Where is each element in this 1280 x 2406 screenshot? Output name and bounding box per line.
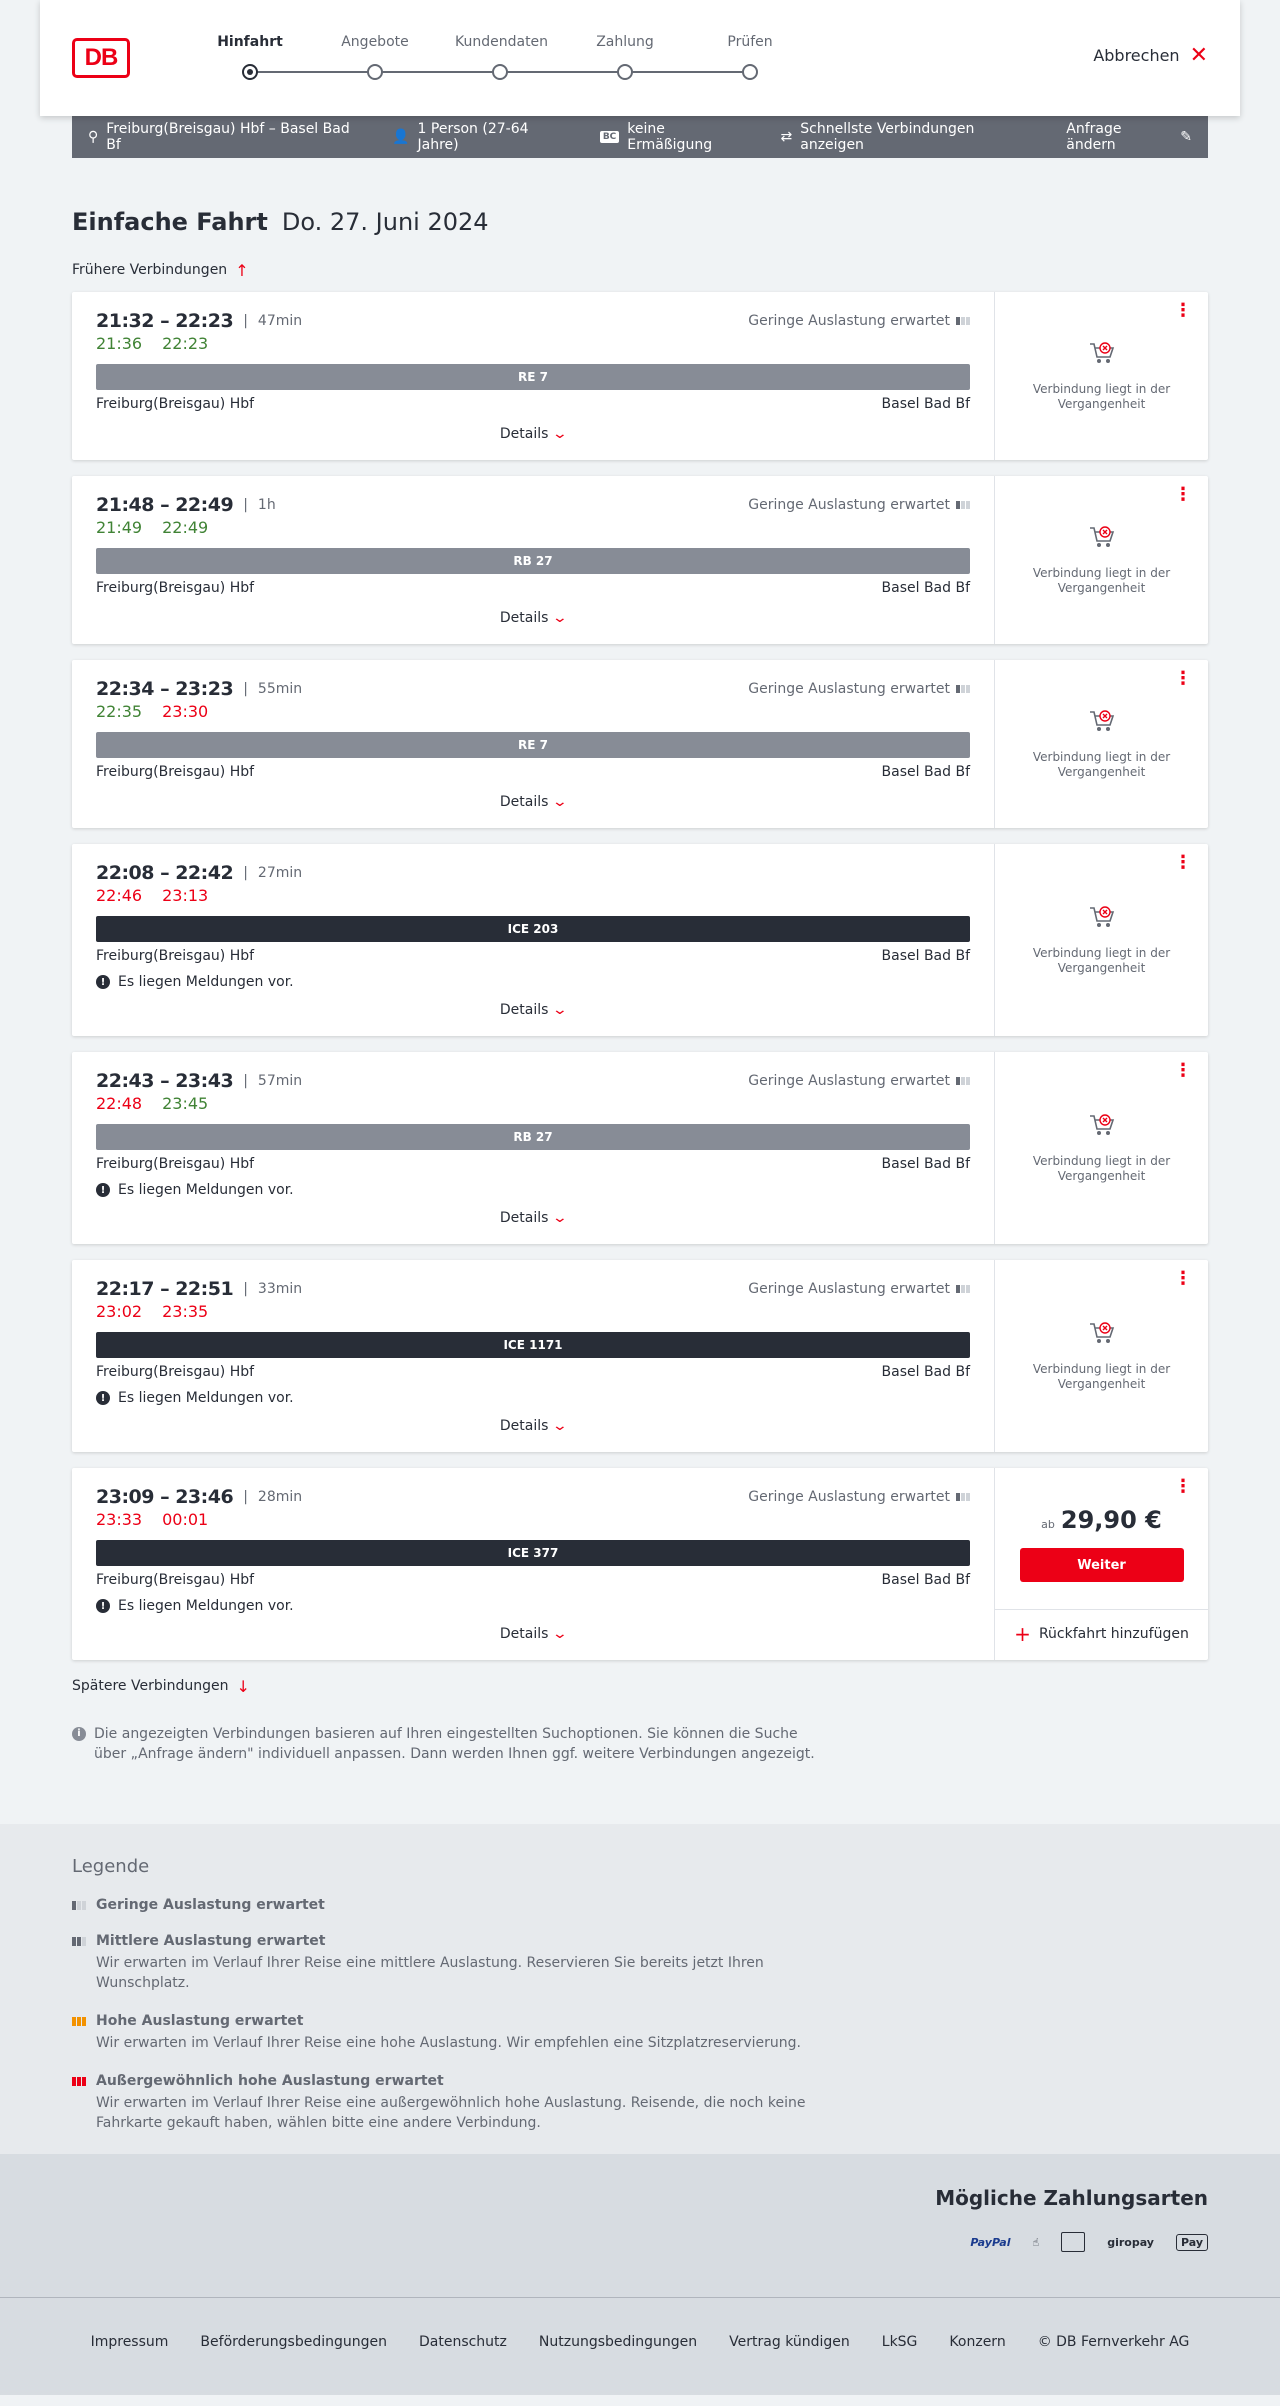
realtime-departure: 21:49 — [96, 518, 143, 537]
connection-list — [72, 292, 1208, 1660]
occupancy-low-icon — [956, 1493, 970, 1501]
cart-unavailable-icon — [1088, 1320, 1116, 1346]
realtime-departure: 23:02 — [96, 1302, 143, 1321]
chevron-down-icon: ⌄ — [552, 1210, 569, 1226]
giropay-icon: giropay — [1107, 2235, 1154, 2249]
summary-discount — [600, 121, 751, 153]
footer-link[interactable]: Beförderungsbedingungen — [200, 2334, 387, 2350]
train-bar[interactable] — [96, 916, 970, 942]
continue-button[interactable]: Weiter — [1020, 1548, 1184, 1582]
duration: 33min — [257, 1281, 303, 1297]
occupancy-text: Geringe Auslastung erwartet — [748, 1073, 950, 1089]
footer-link[interactable]: Vertrag kündigen — [729, 2334, 850, 2350]
trip-type-title: Einfache Fahrt — [72, 208, 268, 236]
db-logo[interactable]: DB — [72, 38, 130, 78]
departure-station: Freiburg(Breisgau) Hbf — [96, 948, 255, 964]
more-options-icon[interactable]: ⋮ — [1174, 484, 1192, 505]
duration: 1h — [257, 497, 276, 513]
step-label: Kundendaten — [455, 34, 549, 50]
departure-station: Freiburg(Breisgau) Hbf — [96, 1156, 255, 1172]
duration: 28min — [257, 1489, 303, 1505]
realtime-departure: 23:33 — [96, 1510, 143, 1529]
train-name: ICE 377 — [507, 1546, 559, 1560]
step-dot — [617, 64, 633, 80]
offer-panel — [994, 844, 1208, 1036]
legend-section — [0, 1824, 1280, 2154]
discount-text: keine Ermäßigung — [627, 121, 713, 153]
disruption-message[interactable] — [96, 1180, 970, 1200]
duration: 55min — [257, 681, 303, 697]
occupancy-high-icon — [72, 2017, 86, 2026]
step-dot — [492, 64, 508, 80]
realtime-times — [96, 1510, 970, 1532]
details-toggle[interactable] — [96, 794, 970, 814]
occupancy-text: Geringe Auslastung erwartet — [748, 1489, 950, 1505]
alert-icon: ! — [96, 975, 110, 989]
details-toggle[interactable] — [96, 426, 970, 446]
occupancy-info — [748, 1489, 970, 1505]
realtime-arrival: 22:23 — [162, 334, 209, 353]
separator: | — [243, 865, 248, 881]
details-label: Details — [499, 1210, 549, 1226]
step-zahlung — [580, 34, 670, 54]
chevron-down-icon: ⌄ — [552, 794, 569, 810]
disruption-message[interactable] — [96, 1596, 970, 1616]
connection-card[interactable] — [72, 1052, 1208, 1244]
more-options-icon[interactable]: ⋮ — [1174, 1060, 1192, 1081]
more-options-icon[interactable]: ⋮ — [1174, 852, 1192, 873]
location-pin-icon: ⚲ — [88, 129, 99, 145]
train-name: ICE 203 — [507, 922, 559, 936]
details-toggle[interactable] — [96, 1002, 970, 1022]
footer-link[interactable]: LkSG — [881, 2334, 918, 2350]
more-options-icon[interactable]: ⋮ — [1174, 668, 1192, 689]
step-kundendaten — [455, 34, 549, 54]
chevron-down-icon: ⌄ — [552, 426, 569, 442]
offer-panel — [994, 292, 1208, 460]
realtime-departure: 21:36 — [96, 334, 143, 353]
separator: | — [243, 313, 248, 329]
details-toggle[interactable] — [96, 610, 970, 630]
realtime-departure: 22:48 — [96, 1094, 143, 1113]
realtime-times — [96, 1302, 970, 1324]
summary-route — [88, 121, 362, 153]
occupancy-extreme-icon — [72, 2077, 86, 2086]
occupancy-low-icon — [956, 317, 970, 325]
more-options-icon[interactable]: ⋮ — [1174, 1476, 1192, 1497]
realtime-arrival: 23:30 — [162, 702, 209, 721]
separator: | — [243, 1281, 248, 1297]
departure-station: Freiburg(Breisgau) Hbf — [96, 580, 255, 596]
legend-item-desc: Wir erwarten im Verlauf Ihrer Reise eine hohe Auslastung. Wir empfehlen eine Sitzplatzreservierung. — [96, 2035, 801, 2051]
duration: 27min — [257, 865, 303, 881]
details-toggle[interactable] — [96, 1210, 970, 1230]
step-label: Zahlung — [596, 34, 654, 50]
legend-item-high — [72, 2013, 1208, 2053]
step-dot-active — [242, 64, 258, 80]
realtime-arrival: 00:01 — [162, 1510, 209, 1529]
train-bar[interactable] — [96, 548, 970, 574]
occupancy-text: Geringe Auslastung erwartet — [748, 313, 950, 329]
details-label: Details — [499, 1626, 549, 1642]
train-name: RE 7 — [518, 370, 548, 384]
step-label: Prüfen — [727, 34, 773, 50]
option-text: Schnellste Verbindungen anzeigen — [800, 121, 975, 153]
realtime-departure: 22:35 — [96, 702, 143, 721]
info-icon: i — [72, 1727, 86, 1741]
bahncard-icon: BC — [600, 131, 619, 143]
booking-header — [40, 0, 1240, 116]
return-label: Rückfahrt hinzufügen — [1038, 1625, 1189, 1642]
arrival-station: Basel Bad Bf — [881, 1572, 970, 1588]
legend-item-title: Geringe Auslastung erwartet — [96, 1897, 325, 1913]
realtime-arrival: 23:13 — [162, 886, 209, 905]
connection-card[interactable] — [72, 476, 1208, 644]
past-text: Verbindung liegt in der Vergangenheit — [1032, 1154, 1171, 1183]
info-text: Die angezeigten Verbindungen basieren auf Ihren eingestellten Suchoptionen. Sie können die Suche über „Anfrage ändern" individuell anpassen. Dann werden Ihnen ggf. weitere Verbindungen angezeigt. — [94, 1726, 815, 1762]
connection-card[interactable] — [72, 292, 1208, 460]
close-icon: ✕ — [1189, 42, 1208, 68]
legend-item-medium — [72, 1933, 1208, 1993]
page-title — [72, 208, 1208, 236]
legend-item-extreme — [72, 2073, 1208, 2133]
separator: | — [243, 1073, 248, 1089]
departure-station: Freiburg(Breisgau) Hbf — [96, 396, 255, 412]
occupancy-info — [748, 1281, 970, 1297]
arrival-station: Basel Bad Bf — [881, 764, 970, 780]
past-text: Verbindung liegt in der Vergangenheit — [1032, 566, 1171, 595]
message-text: Es liegen Meldungen vor. — [118, 974, 294, 990]
footer-link[interactable]: Konzern — [949, 2334, 1006, 2350]
past-text: Verbindung liegt in der Vergangenheit — [1032, 1362, 1171, 1391]
step-angebote — [330, 34, 420, 54]
connection-details — [72, 1468, 994, 1660]
details-label: Details — [499, 610, 549, 626]
step-dot — [742, 64, 758, 80]
add-return-trip-button[interactable] — [995, 1609, 1208, 1657]
occupancy-low-icon — [72, 1901, 86, 1910]
message-text: Es liegen Meldungen vor. — [118, 1182, 294, 1198]
price — [1041, 1506, 1162, 1534]
footer-link[interactable]: Impressum — [90, 2334, 169, 2350]
offer-panel — [994, 476, 1208, 644]
footer-link[interactable]: © DB Fernverkehr AG — [1037, 2334, 1190, 2350]
chevron-down-icon: ⌄ — [552, 1626, 569, 1642]
schedule-times: 21:32 – 22:23 — [96, 310, 234, 332]
separator: | — [243, 681, 248, 697]
realtime-departure: 22:46 — [96, 886, 143, 905]
connection-card[interactable] — [72, 1468, 1208, 1660]
summary-passengers — [392, 121, 570, 153]
connection-details — [72, 476, 994, 644]
later-label: Spätere Verbindungen — [72, 1678, 229, 1694]
details-label: Details — [499, 426, 549, 442]
train-bar[interactable] — [96, 1124, 970, 1150]
search-summary-bar — [72, 116, 1208, 158]
occupancy-info — [748, 313, 970, 329]
offer-panel — [994, 660, 1208, 828]
later-connections-link[interactable] — [72, 1676, 1208, 1696]
payment-icons — [72, 2232, 1208, 2252]
offer-panel — [994, 1052, 1208, 1244]
payment-methods-section — [0, 2154, 1280, 2298]
more-options-icon[interactable]: ⋮ — [1174, 300, 1192, 321]
cancel-label: Abbrechen — [1093, 46, 1180, 65]
route-text: Freiburg(Breisgau) Hbf – Basel Bad Bf — [106, 121, 350, 153]
details-label: Details — [499, 1002, 549, 1018]
separator: | — [243, 497, 248, 513]
alert-icon: ! — [96, 1391, 110, 1405]
past-text: Verbindung liegt in der Vergangenheit — [1032, 382, 1171, 411]
schedule-times: 22:43 – 23:43 — [96, 1070, 234, 1092]
departure-station: Freiburg(Breisgau) Hbf — [96, 1572, 255, 1588]
step-hinfahrt — [205, 34, 295, 54]
cart-unavailable-icon — [1088, 1112, 1116, 1138]
step-dot — [367, 64, 383, 80]
departure-station: Freiburg(Breisgau) Hbf — [96, 1364, 255, 1380]
past-text: Verbindung liegt in der Vergangenheit — [1032, 750, 1171, 779]
price-prefix: ab — [1041, 1518, 1055, 1531]
realtime-times — [96, 1094, 970, 1116]
legend-title: Legende — [72, 1856, 150, 1877]
occupancy-medium-icon — [72, 1937, 86, 1946]
alert-icon: ! — [96, 1599, 110, 1613]
connection-details — [72, 292, 994, 460]
cart-unavailable-icon — [1088, 340, 1116, 366]
past-text: Verbindung liegt in der Vergangenheit — [1032, 946, 1171, 975]
details-label: Details — [499, 1418, 549, 1434]
earlier-label: Frühere Verbindungen — [72, 262, 228, 278]
connection-details — [72, 1052, 994, 1244]
passengers-text: 1 Person (27-64 Jahre) — [417, 121, 529, 153]
footer-link[interactable]: Nutzungsbedingungen — [538, 2334, 698, 2350]
train-name: RB 27 — [513, 1130, 553, 1144]
sepa-icon — [1061, 2232, 1085, 2252]
arrival-station: Basel Bad Bf — [881, 948, 970, 964]
price-value: 29,90 € — [1060, 1506, 1162, 1534]
plus-icon: + — [1014, 1621, 1031, 1646]
legend-item-low — [72, 1897, 1208, 1913]
step-pruefen — [705, 34, 795, 54]
message-text: Es liegen Meldungen vor. — [118, 1390, 294, 1406]
occupancy-text: Geringe Auslastung erwartet — [748, 1281, 950, 1297]
legend-item-desc: Wir erwarten im Verlauf Ihrer Reise eine mittlere Auslastung. Reservieren Sie bereits jetzt Ihren Wunschplatz. — [96, 1955, 764, 1991]
arrival-station: Basel Bad Bf — [881, 396, 970, 412]
realtime-times — [96, 886, 970, 908]
person-icon: 👤 — [392, 129, 410, 145]
disruption-message[interactable] — [96, 1388, 970, 1408]
summary-option — [781, 121, 1037, 153]
realtime-times — [96, 334, 970, 356]
arrival-station: Basel Bad Bf — [881, 1156, 970, 1172]
train-bar[interactable] — [96, 1540, 970, 1566]
schedule-times: 21:48 – 22:49 — [96, 494, 234, 516]
schedule-times: 23:09 – 23:46 — [96, 1486, 234, 1508]
train-name: RE 7 — [518, 738, 548, 752]
pencil-icon: ✎ — [1180, 129, 1192, 145]
arrow-up-icon: ↑ — [235, 260, 249, 280]
chevron-down-icon: ⌄ — [552, 610, 569, 626]
connection-card[interactable] — [72, 660, 1208, 828]
occupancy-low-icon — [956, 685, 970, 693]
occupancy-info — [748, 681, 970, 697]
occupancy-text: Geringe Auslastung erwartet — [748, 497, 950, 513]
occupancy-low-icon — [956, 501, 970, 509]
arrival-station: Basel Bad Bf — [881, 1364, 970, 1380]
duration: 57min — [257, 1073, 303, 1089]
footer — [0, 2298, 1280, 2395]
departure-station: Freiburg(Breisgau) Hbf — [96, 764, 255, 780]
schedule-times: 22:08 – 22:42 — [96, 862, 234, 884]
message-text: Es liegen Meldungen vor. — [118, 1598, 294, 1614]
connection-details — [72, 1260, 994, 1452]
legend-item-title: Außergewöhnlich hohe Auslastung erwartet — [96, 2073, 444, 2089]
duration: 47min — [257, 313, 303, 329]
connection-details — [72, 844, 994, 1036]
realtime-times — [96, 518, 970, 540]
more-options-icon[interactable]: ⋮ — [1174, 1268, 1192, 1289]
connection-card[interactable] — [72, 844, 1208, 1036]
train-bar[interactable] — [96, 364, 970, 390]
offer-panel — [994, 1260, 1208, 1452]
disruption-message[interactable] — [96, 972, 970, 992]
alert-icon: ! — [96, 1183, 110, 1197]
train-name: ICE 1171 — [503, 1338, 563, 1352]
edit-search-button[interactable] — [1066, 121, 1192, 153]
progress-stepper — [210, 34, 810, 84]
occupancy-info — [748, 497, 970, 513]
edit-label: Anfrage ändern — [1066, 121, 1122, 153]
legend-item-title: Mittlere Auslastung erwartet — [96, 1933, 326, 1949]
swap-icon: ⇄ — [780, 129, 793, 145]
arrival-station: Basel Bad Bf — [881, 580, 970, 596]
apple-pay-icon: Pay — [1176, 2234, 1208, 2251]
earlier-connections-link[interactable] — [72, 260, 1208, 280]
realtime-arrival: 23:45 — [162, 1094, 209, 1113]
footer-links — [0, 2298, 1280, 2350]
offer-panel — [994, 1468, 1208, 1660]
cancel-button[interactable] — [1093, 42, 1208, 68]
separator: | — [243, 1489, 248, 1505]
occupancy-low-icon — [956, 1077, 970, 1085]
cart-unavailable-icon — [1088, 708, 1116, 734]
legend-item-desc: Wir erwarten im Verlauf Ihrer Reise eine außergewöhnlich hohe Auslastung. Reisende, die noch keine Fahrkarte gekauft haben, wählen bitte eine andere Verbindung. — [96, 2095, 806, 2131]
occupancy-info — [748, 1073, 970, 1089]
arrow-down-icon: ↓ — [236, 1676, 250, 1696]
credit-card-hand-icon: ☝ — [1032, 2235, 1040, 2249]
details-label: Details — [499, 794, 549, 810]
step-label: Angebote — [341, 34, 409, 50]
step-label: Hinfahrt — [217, 34, 283, 50]
trip-date: Do. 27. Juni 2024 — [281, 208, 489, 236]
payment-title: Mögliche Zahlungsarten — [935, 2186, 1208, 2210]
train-name: RB 27 — [513, 554, 553, 568]
details-toggle[interactable] — [96, 1626, 970, 1646]
connection-card[interactable] — [72, 1260, 1208, 1452]
cart-unavailable-icon — [1088, 524, 1116, 550]
realtime-arrival: 23:35 — [162, 1302, 209, 1321]
occupancy-text: Geringe Auslastung erwartet — [748, 681, 950, 697]
chevron-down-icon: ⌄ — [552, 1418, 569, 1434]
realtime-arrival: 22:49 — [162, 518, 209, 537]
legend-item-title: Hohe Auslastung erwartet — [96, 2013, 304, 2029]
cart-unavailable-icon — [1088, 904, 1116, 930]
footer-link[interactable]: Datenschutz — [418, 2334, 507, 2350]
connection-details — [72, 660, 994, 828]
search-info-note — [72, 1724, 832, 1764]
details-toggle[interactable] — [96, 1418, 970, 1438]
train-bar[interactable] — [96, 1332, 970, 1358]
chevron-down-icon: ⌄ — [552, 1002, 569, 1018]
schedule-times: 22:17 – 22:51 — [96, 1278, 234, 1300]
schedule-times: 22:34 – 23:23 — [96, 678, 234, 700]
train-bar[interactable] — [96, 732, 970, 758]
paypal-icon: PayPal — [970, 2235, 1011, 2249]
occupancy-low-icon — [956, 1285, 970, 1293]
realtime-times — [96, 702, 970, 724]
